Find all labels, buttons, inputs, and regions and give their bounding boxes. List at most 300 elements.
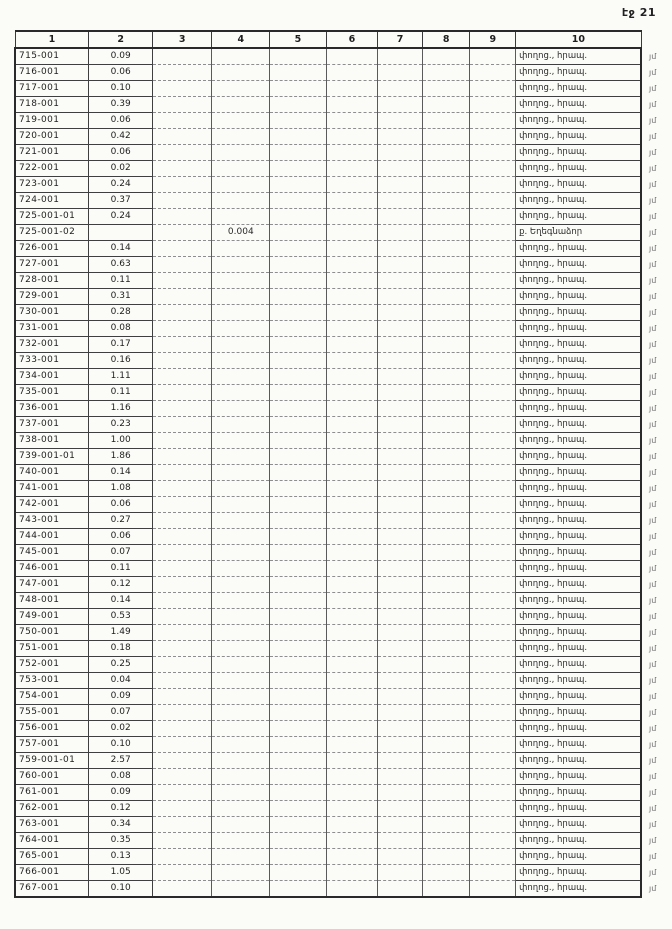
margin-note: յմ — [649, 436, 657, 445]
margin-note: յմ — [649, 804, 657, 813]
margin-note: յմ — [649, 788, 657, 797]
cell-col7 — [378, 433, 423, 449]
cell-col10: փողոց., հրապ. — [516, 641, 641, 657]
cell-col8 — [422, 609, 470, 625]
cell-col7 — [378, 689, 423, 705]
cell-col4 — [212, 449, 270, 465]
cell-col7 — [378, 289, 423, 305]
cell-col9 — [470, 481, 516, 497]
table-row — [15, 353, 671, 369]
cell-col7 — [378, 625, 423, 641]
margin-note: յմ — [649, 420, 657, 429]
table-row — [15, 161, 671, 177]
cell-col3 — [152, 305, 211, 321]
cell-col3 — [152, 225, 211, 241]
cell-col6 — [326, 145, 378, 161]
cell-col5 — [270, 48, 327, 65]
cell-col10: փողոց., հրապ. — [516, 785, 641, 801]
cell-col1: 725-001-01 — [15, 209, 89, 225]
cell-col10: փողոց., հրապ. — [516, 145, 641, 161]
cell-col9 — [470, 305, 516, 321]
cell-col5 — [270, 513, 327, 529]
cell-col1: 747-001 — [15, 577, 89, 593]
cell-col6 — [326, 497, 378, 513]
cell-col3 — [152, 689, 211, 705]
cell-col2: 0.18 — [89, 641, 153, 657]
table-row — [15, 113, 671, 129]
table-row — [15, 737, 671, 753]
cell-col5 — [270, 65, 327, 81]
cell-col8 — [422, 209, 470, 225]
cell-col7 — [378, 161, 423, 177]
header-col-8: 8 — [422, 31, 470, 48]
cell-col4 — [212, 273, 270, 289]
cell-col10: փողոց., հրապ. — [516, 337, 641, 353]
cell-col2: 0.35 — [89, 833, 153, 849]
cell-col9 — [470, 289, 516, 305]
cell-col1: 731-001 — [15, 321, 89, 337]
cell-col5 — [270, 737, 327, 753]
table-row — [15, 433, 671, 449]
cell-col2: 0.37 — [89, 193, 153, 209]
cell-col6 — [326, 273, 378, 289]
table-row — [15, 337, 671, 353]
margin-note: յմ — [649, 276, 657, 285]
cell-col7 — [378, 881, 423, 898]
cell-col5 — [270, 465, 327, 481]
cell-col7 — [378, 481, 423, 497]
cell-col4 — [212, 369, 270, 385]
table-row — [15, 289, 671, 305]
cell-col3 — [152, 769, 211, 785]
cell-col9 — [470, 753, 516, 769]
cell-col1: 743-001 — [15, 513, 89, 529]
table-row — [15, 273, 671, 289]
table-header — [15, 31, 671, 48]
cell-col7 — [378, 737, 423, 753]
margin-note: յմ — [649, 740, 657, 749]
cell-col1: 751-001 — [15, 641, 89, 657]
cell-col3 — [152, 833, 211, 849]
cell-col4 — [212, 865, 270, 881]
cell-col2: 1.08 — [89, 481, 153, 497]
cell-col10: փողոց., հրապ. — [516, 545, 641, 561]
cell-col7 — [378, 449, 423, 465]
cell-col10: փողոց., հրապ. — [516, 465, 641, 481]
cell-col8 — [422, 273, 470, 289]
cell-col4 — [212, 529, 270, 545]
table-row — [15, 593, 671, 609]
cell-col5 — [270, 161, 327, 177]
cell-col1: 729-001 — [15, 289, 89, 305]
cell-col8 — [422, 625, 470, 641]
table-row — [15, 321, 671, 337]
cell-col5 — [270, 673, 327, 689]
cell-col2: 0.24 — [89, 209, 153, 225]
cell-col10: փողոց., հրապ. — [516, 705, 641, 721]
cell-col7 — [378, 609, 423, 625]
cell-col8 — [422, 657, 470, 673]
cell-col8 — [422, 305, 470, 321]
cell-col4 — [212, 48, 270, 65]
cell-col2: 0.39 — [89, 97, 153, 113]
cell-col3 — [152, 81, 211, 97]
cell-col9 — [470, 785, 516, 801]
cell-col2: 0.16 — [89, 353, 153, 369]
cell-col5 — [270, 849, 327, 865]
cell-col5 — [270, 529, 327, 545]
cell-col6 — [326, 401, 378, 417]
cell-col10: փողոց., հրապ. — [516, 241, 641, 257]
cell-col3 — [152, 865, 211, 881]
cell-col8 — [422, 401, 470, 417]
cell-col5 — [270, 225, 327, 241]
cell-col10: փողոց., հրապ. — [516, 305, 641, 321]
cell-col9 — [470, 417, 516, 433]
cell-col3 — [152, 513, 211, 529]
cell-col10: փողոց., հրապ. — [516, 817, 641, 833]
cell-col9 — [470, 593, 516, 609]
table-row — [15, 129, 671, 145]
cell-col10: փողոց., հրապ. — [516, 673, 641, 689]
table-row — [15, 753, 671, 769]
table-row — [15, 417, 671, 433]
margin-note: յմ — [649, 820, 657, 829]
cell-col8 — [422, 161, 470, 177]
cell-col1: 757-001 — [15, 737, 89, 753]
cell-col6 — [326, 321, 378, 337]
cell-col7 — [378, 97, 423, 113]
cell-col2: 0.63 — [89, 257, 153, 273]
cell-col10: փողոց., հրապ. — [516, 657, 641, 673]
header-col-6: 6 — [326, 31, 378, 48]
cell-col6 — [326, 177, 378, 193]
cell-col5 — [270, 593, 327, 609]
cell-col8 — [422, 785, 470, 801]
cell-col6 — [326, 865, 378, 881]
cell-col10: փողոց., հրապ. — [516, 833, 641, 849]
cell-col2: 0.42 — [89, 129, 153, 145]
margin-note: յմ — [649, 500, 657, 509]
cell-col7 — [378, 657, 423, 673]
cell-col1: 716-001 — [15, 65, 89, 81]
cell-col7 — [378, 48, 423, 65]
cell-col7 — [378, 129, 423, 145]
cell-col6 — [326, 337, 378, 353]
cell-col10: փողոց., հրապ. — [516, 881, 641, 898]
cell-col8 — [422, 65, 470, 81]
cell-col5 — [270, 337, 327, 353]
margin-note: յմ — [649, 51, 657, 61]
cell-col7 — [378, 273, 423, 289]
cell-col9 — [470, 113, 516, 129]
cell-col9 — [470, 833, 516, 849]
cell-col4 — [212, 417, 270, 433]
cell-col1: 759-001-01 — [15, 753, 89, 769]
cell-col7 — [378, 529, 423, 545]
cell-col8 — [422, 833, 470, 849]
cell-col7 — [378, 225, 423, 241]
cell-col7 — [378, 673, 423, 689]
table-row — [15, 609, 671, 625]
cell-col7 — [378, 113, 423, 129]
cell-col9 — [470, 737, 516, 753]
margin-note: յմ — [649, 324, 657, 333]
cell-col8 — [422, 241, 470, 257]
margin-note: յմ — [649, 628, 657, 637]
cell-col6 — [326, 48, 378, 65]
cell-col4 — [212, 577, 270, 593]
cell-col6 — [326, 657, 378, 673]
header-col-3: 3 — [152, 31, 211, 48]
cell-col2: 1.05 — [89, 865, 153, 881]
cell-col2: 0.08 — [89, 321, 153, 337]
cell-col10: փողոց., հրապ. — [516, 161, 641, 177]
margin-note: յմ — [649, 484, 657, 493]
cell-col5 — [270, 273, 327, 289]
cell-col9 — [470, 225, 516, 241]
cell-col6 — [326, 257, 378, 273]
margin-note: յմ — [649, 228, 657, 237]
cell-col4 — [212, 337, 270, 353]
cell-col4 — [212, 401, 270, 417]
cell-col7 — [378, 65, 423, 81]
margin-note: յմ — [649, 516, 657, 525]
cell-col2: 0.28 — [89, 305, 153, 321]
cell-col9 — [470, 177, 516, 193]
cell-col6 — [326, 817, 378, 833]
cell-col1: 765-001 — [15, 849, 89, 865]
header-col-7: 7 — [378, 31, 423, 48]
cell-col8 — [422, 145, 470, 161]
cell-col3 — [152, 97, 211, 113]
cell-col1: 727-001 — [15, 257, 89, 273]
cell-col8 — [422, 481, 470, 497]
table-row — [15, 849, 671, 865]
cell-col5 — [270, 481, 327, 497]
cell-col8 — [422, 465, 470, 481]
cell-col3 — [152, 625, 211, 641]
cell-col3 — [152, 449, 211, 465]
cell-col10: փողոց., հրապ. — [516, 48, 641, 65]
cell-col2: 0.06 — [89, 113, 153, 129]
cell-col8 — [422, 193, 470, 209]
margin-note: յմ — [649, 404, 657, 413]
cell-col9 — [470, 545, 516, 561]
cell-col10: փողոց., հրապ. — [516, 769, 641, 785]
cell-col6 — [326, 577, 378, 593]
cell-col5 — [270, 577, 327, 593]
margin-note: յմ — [649, 340, 657, 349]
cell-col8 — [422, 545, 470, 561]
cell-col1: 728-001 — [15, 273, 89, 289]
margin-note: յմ — [649, 548, 657, 557]
cell-col9 — [470, 161, 516, 177]
cell-col5 — [270, 801, 327, 817]
cell-col9 — [470, 865, 516, 881]
cell-col5 — [270, 193, 327, 209]
table-row — [15, 225, 671, 241]
cell-col7 — [378, 593, 423, 609]
cell-col10: փողոց., հրապ. — [516, 865, 641, 881]
margin-note: յմ — [649, 196, 657, 205]
cell-col6 — [326, 385, 378, 401]
cell-col5 — [270, 257, 327, 273]
cell-col5 — [270, 433, 327, 449]
cell-col3 — [152, 465, 211, 481]
cell-col3 — [152, 257, 211, 273]
cell-col9 — [470, 465, 516, 481]
cell-col8 — [422, 497, 470, 513]
cell-col3 — [152, 593, 211, 609]
cell-col9 — [470, 209, 516, 225]
cell-col5 — [270, 785, 327, 801]
table-row — [15, 561, 671, 577]
cell-col4 — [212, 625, 270, 641]
cell-col5 — [270, 609, 327, 625]
cell-col7 — [378, 833, 423, 849]
cell-col2: 1.00 — [89, 433, 153, 449]
cell-col7 — [378, 801, 423, 817]
cell-col9 — [470, 641, 516, 657]
cell-col1: 724-001 — [15, 193, 89, 209]
header-col-9: 9 — [470, 31, 516, 48]
cell-col9 — [470, 321, 516, 337]
cell-col5 — [270, 401, 327, 417]
cell-col5 — [270, 209, 327, 225]
cell-col1: 730-001 — [15, 305, 89, 321]
cell-col2: 0.13 — [89, 849, 153, 865]
cell-col10: փողոց., հրապ. — [516, 417, 641, 433]
cell-col8 — [422, 561, 470, 577]
cell-col3 — [152, 481, 211, 497]
cell-col4 — [212, 161, 270, 177]
cell-col3 — [152, 609, 211, 625]
cell-col2: 0.06 — [89, 497, 153, 513]
table-row — [15, 257, 671, 273]
cell-col3 — [152, 385, 211, 401]
cell-col4 — [212, 321, 270, 337]
cell-col4 — [212, 737, 270, 753]
margin-note: յմ — [649, 692, 657, 701]
margin-note: յմ — [649, 644, 657, 653]
cell-col2: 0.23 — [89, 417, 153, 433]
cell-col10: փողոց., հրապ. — [516, 177, 641, 193]
table-row — [15, 801, 671, 817]
table-row — [15, 481, 671, 497]
cell-col2: 0.08 — [89, 769, 153, 785]
cell-col2: 2.57 — [89, 753, 153, 769]
cell-col8 — [422, 593, 470, 609]
cell-col6 — [326, 673, 378, 689]
cell-col1: 756-001 — [15, 721, 89, 737]
cell-col4 — [212, 385, 270, 401]
cell-col1: 739-001-01 — [15, 449, 89, 465]
cell-col3 — [152, 321, 211, 337]
margin-note: յմ — [649, 660, 657, 669]
cell-col7 — [378, 257, 423, 273]
cell-col7 — [378, 241, 423, 257]
cell-col10: փողոց., հրապ. — [516, 689, 641, 705]
cell-col4 — [212, 289, 270, 305]
cell-col5 — [270, 641, 327, 657]
table-row — [15, 673, 671, 689]
cell-col5 — [270, 385, 327, 401]
margin-note: յմ — [649, 372, 657, 381]
cell-col8 — [422, 81, 470, 97]
cell-col5 — [270, 753, 327, 769]
cell-col5 — [270, 817, 327, 833]
cell-col1: 718-001 — [15, 97, 89, 113]
cell-col4 — [212, 641, 270, 657]
cell-col5 — [270, 449, 327, 465]
table-row — [15, 465, 671, 481]
cell-col5 — [270, 497, 327, 513]
cell-col9 — [470, 241, 516, 257]
cell-col6 — [326, 833, 378, 849]
cell-col7 — [378, 81, 423, 97]
cell-col7 — [378, 849, 423, 865]
cell-col1: 763-001 — [15, 817, 89, 833]
cell-col5 — [270, 865, 327, 881]
cell-col9 — [470, 529, 516, 545]
cell-col2: 0.09 — [89, 689, 153, 705]
cell-col6 — [326, 449, 378, 465]
cell-col4 — [212, 609, 270, 625]
cell-col2: 0.31 — [89, 289, 153, 305]
margin-note: յմ — [649, 356, 657, 365]
header-col-2: 2 — [89, 31, 153, 48]
cell-col5 — [270, 353, 327, 369]
margin-note: յմ — [649, 836, 657, 845]
cell-col8 — [422, 801, 470, 817]
cell-col3 — [152, 353, 211, 369]
cell-col8 — [422, 673, 470, 689]
cell-col6 — [326, 305, 378, 321]
cell-col6 — [326, 369, 378, 385]
cell-col4 — [212, 241, 270, 257]
cell-col6 — [326, 113, 378, 129]
cell-col6 — [326, 241, 378, 257]
margin-note: յմ — [649, 724, 657, 733]
cell-col5 — [270, 177, 327, 193]
cell-col4 — [212, 881, 270, 898]
cell-col5 — [270, 769, 327, 785]
cell-col7 — [378, 145, 423, 161]
table-row — [15, 641, 671, 657]
cell-col6 — [326, 289, 378, 305]
cell-col1: 738-001 — [15, 433, 89, 449]
cell-col1: 760-001 — [15, 769, 89, 785]
cell-col6 — [326, 481, 378, 497]
cell-col1: 741-001 — [15, 481, 89, 497]
cell-col2: 0.10 — [89, 81, 153, 97]
cell-col7 — [378, 209, 423, 225]
cell-col1: 715-001 — [15, 48, 89, 65]
header-col-4: 4 — [212, 31, 270, 48]
cell-col4 — [212, 177, 270, 193]
cell-col5 — [270, 321, 327, 337]
margin-note: յմ — [649, 116, 657, 125]
cell-col6 — [326, 545, 378, 561]
cell-col7 — [378, 353, 423, 369]
cell-col5 — [270, 833, 327, 849]
cell-col8 — [422, 385, 470, 401]
cell-col3 — [152, 433, 211, 449]
table-row — [15, 545, 671, 561]
cell-col2: 0.27 — [89, 513, 153, 529]
table-row — [15, 449, 671, 465]
